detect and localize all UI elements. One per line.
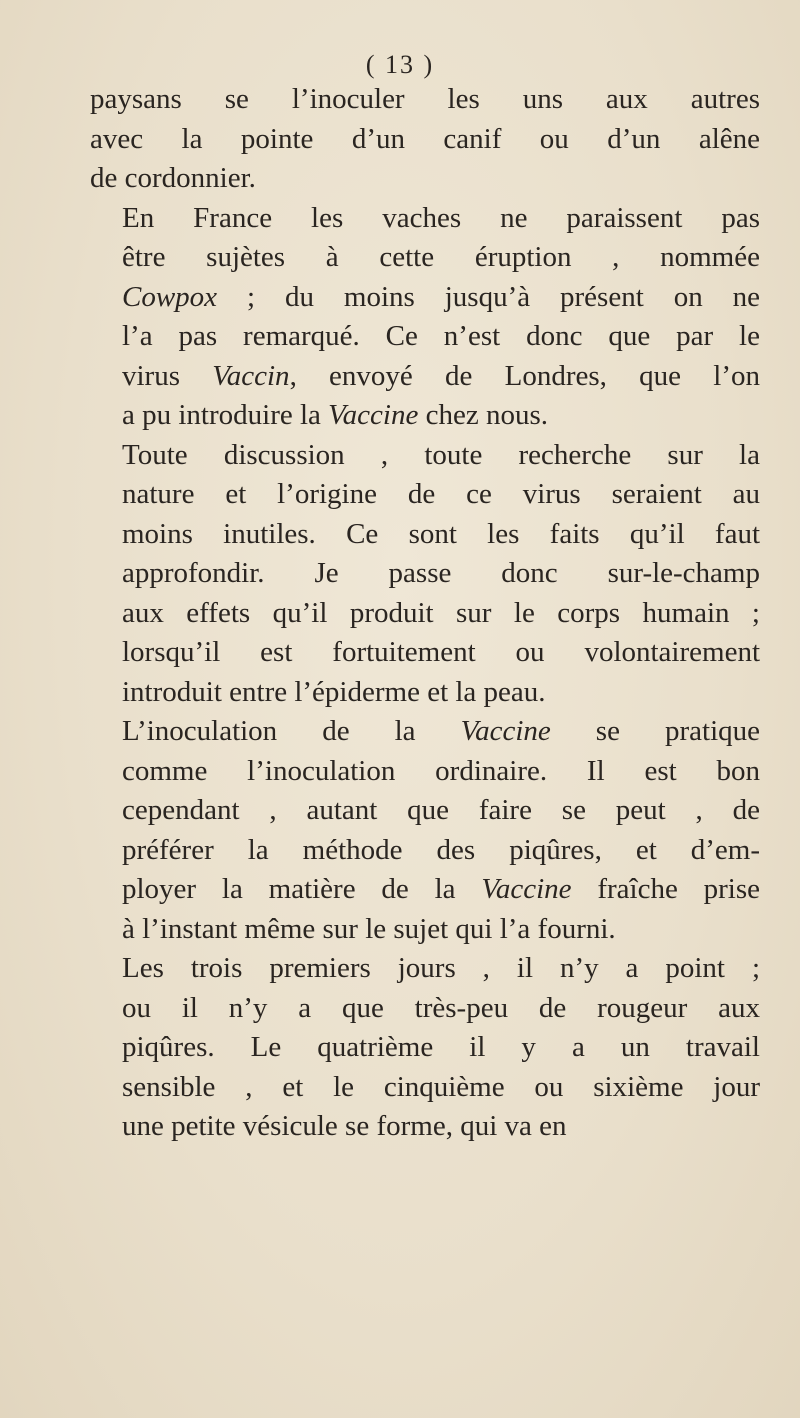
text-line: Les trois premiers jours , il n’y a point ; xyxy=(122,952,760,984)
text-line: En France les vaches ne paraissent pas xyxy=(122,201,760,234)
text-line: piqûres. Le quatrième il y a un travail xyxy=(122,1031,760,1063)
text-line: comme l’inoculation ordinaire. Il est bon xyxy=(122,754,760,787)
paragraph xyxy=(90,436,760,713)
text-line: Toute discussion , toute recherche sur la xyxy=(122,438,760,471)
text-line: a pu introduire la Vaccine chez nous. xyxy=(122,399,548,431)
text-line: sensible , et le cinquième ou sixième jour xyxy=(122,1070,760,1103)
paragraph xyxy=(90,80,760,199)
text-line: une petite vésicule se forme, qui va en xyxy=(122,1110,567,1142)
text-line: être sujètes à cette éruption , nommée xyxy=(122,241,760,273)
paragraph xyxy=(90,949,760,1147)
paragraph xyxy=(90,712,760,949)
text-line: à l’instant même sur le sujet qui l’a fourni. xyxy=(122,912,616,945)
text-line: paysans se l’inoculer les uns aux autres xyxy=(90,83,760,115)
text-line: l’a pas remarqué. Ce n’est donc que par le xyxy=(122,320,760,352)
body-text xyxy=(90,80,760,1147)
text-line: ou il n’y a que très-peu de rougeur aux xyxy=(122,991,760,1024)
paragraph xyxy=(90,199,760,436)
text-line: nature et l’origine de ce virus seraient au xyxy=(122,478,760,510)
text-line: virus Vaccin, envoyé de Londres, que l’on xyxy=(122,359,761,392)
text-line: L’inoculation de la Vaccine se pratique xyxy=(122,715,761,747)
text-line: ployer la matière de la Vaccine fraîche prise xyxy=(122,873,761,905)
text-line: aux effets qu’il produit sur le corps humain ; xyxy=(122,596,760,629)
text-line: Cowpox ; du moins jusqu’à présent on ne xyxy=(122,280,760,313)
text-line: de cordonnier. xyxy=(90,162,256,194)
text-line: introduit entre l’épiderme et la peau. xyxy=(122,675,546,708)
text-line: préférer la méthode des piqûres, et d’em- xyxy=(122,833,760,866)
text-line: cependant , autant que faire se peut , de xyxy=(122,794,760,826)
page-number: ( 13 ) xyxy=(365,50,435,79)
text-line: lorsqu’il est fortuitement ou volontairement xyxy=(122,636,760,668)
text-line: approfondir. Je passe donc sur-le-champ xyxy=(122,557,760,589)
text-line: moins inutiles. Ce sont les faits qu’il faut xyxy=(122,517,760,550)
text-line: avec la pointe d’un canif ou d’un alêne xyxy=(90,122,760,155)
